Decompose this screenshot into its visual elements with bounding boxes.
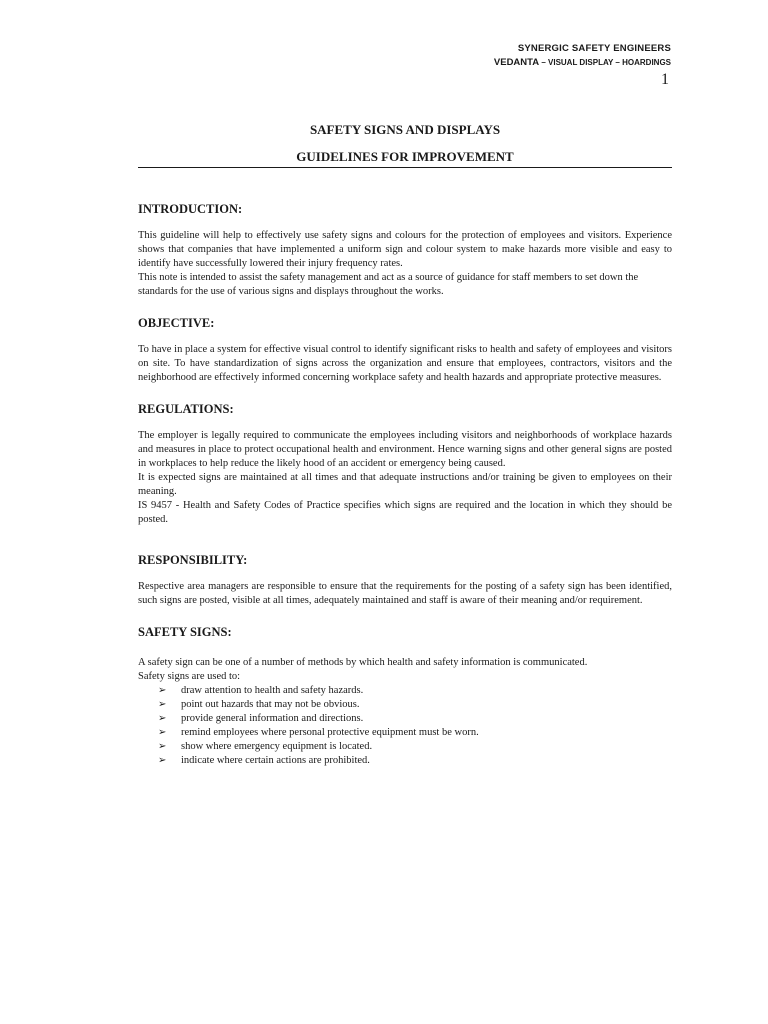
- paragraph: To have in place a system for effective visual control to identify significant risks to health and safety of employees and visitors on site. To have standardization of signs across the organization and ensure that employees, contractors, visitors and the neighborhood are effectively informed concerning workplace safety and health hazards and appropriate protective measures.: [138, 344, 672, 383]
- list-item: [158, 740, 672, 754]
- paragraph: It is expected signs are maintained at all times and that adequate instructions and/or training be given to employees on their meaning.: [138, 472, 672, 497]
- paragraph: Safety signs are used to:: [138, 671, 241, 682]
- title-divider: [138, 167, 672, 168]
- section-safety-signs: [138, 624, 672, 768]
- list-item: [158, 754, 672, 768]
- section-introduction: [138, 201, 672, 299]
- section-heading: RESPONSIBILITY:: [138, 553, 248, 567]
- section-heading: INTRODUCTION:: [138, 202, 243, 216]
- list-item-text: draw attention to health and safety hazards.: [181, 685, 364, 696]
- header-subject: – VISUAL DISPLAY – HOARDINGS: [539, 58, 671, 67]
- list-item-text: show where emergency equipment is located.: [181, 741, 373, 752]
- paragraph: A safety sign can be one of a number of methods by which health and safety information is communicated.: [138, 657, 588, 668]
- page-number: 1: [661, 71, 669, 88]
- section-heading: OBJECTIVE:: [138, 316, 215, 330]
- section-heading: REGULATIONS:: [138, 402, 234, 416]
- arrow-bullet-icon: ➢: [158, 741, 167, 752]
- section-heading: SAFETY SIGNS:: [138, 625, 232, 639]
- section-regulations: [138, 401, 672, 527]
- header-client: VEDANTA: [493, 57, 540, 68]
- list-item: [158, 712, 672, 726]
- header-company-name: SYNERGIC SAFETY ENGINEERS: [517, 43, 671, 54]
- list-item: [158, 698, 672, 712]
- list-item-text: remind employees where personal protective equipment must be worn.: [181, 727, 479, 738]
- header-subtitle: [494, 57, 671, 68]
- section-objective: [138, 315, 672, 385]
- document-subtitle: GUIDELINES FOR IMPROVEMENT: [296, 149, 514, 164]
- arrow-bullet-icon: ➢: [158, 727, 167, 738]
- arrow-bullet-icon: ➢: [158, 713, 167, 724]
- bullet-list: [138, 684, 672, 768]
- document-title: SAFETY SIGNS AND DISPLAYS: [309, 122, 501, 137]
- paragraph: This guideline will help to effectively use safety signs and colours for the protection of employees and visitors. Experience shows that companies that have implemented a uniform sign and colour system to make hazards more visible and easy to identify have successfully lowered their injury frequency rates.: [138, 230, 672, 269]
- section-responsibility: [138, 552, 672, 608]
- paragraph: IS 9457 - Health and Safety Codes of Practice specifies which signs are required and the location in which they should be posted.: [138, 500, 672, 525]
- document-body: [138, 201, 672, 784]
- list-item-text: indicate where certain actions are prohibited.: [181, 755, 370, 766]
- list-item: [158, 726, 672, 740]
- list-item-text: provide general information and directions.: [181, 713, 364, 724]
- arrow-bullet-icon: ➢: [158, 685, 167, 696]
- list-item: [158, 684, 672, 698]
- paragraph: The employer is legally required to communicate the employees including visitors and neighborhoods of workplace hazards and measures in place to protect occupational health and environment. Hence warning signs and other general signs are posted in workplaces to help reduce the likely hood of an accident or emergency being caused.: [138, 430, 672, 469]
- list-item-text: point out hazards that may not be obvious.: [181, 699, 360, 710]
- paragraph: Respective area managers are responsible to ensure that the requirements for the posting of a safety sign has been identified, such signs are posted, visible at all times, adequately maintained and staff is aware of their meaning and/or requirement.: [138, 581, 672, 606]
- arrow-bullet-icon: ➢: [158, 755, 167, 766]
- arrow-bullet-icon: ➢: [158, 699, 167, 710]
- paragraph: This note is intended to assist the safety management and act as a source of guidance for staff members to set down the standards for the use of various signs and displays throughout the works.: [138, 272, 639, 297]
